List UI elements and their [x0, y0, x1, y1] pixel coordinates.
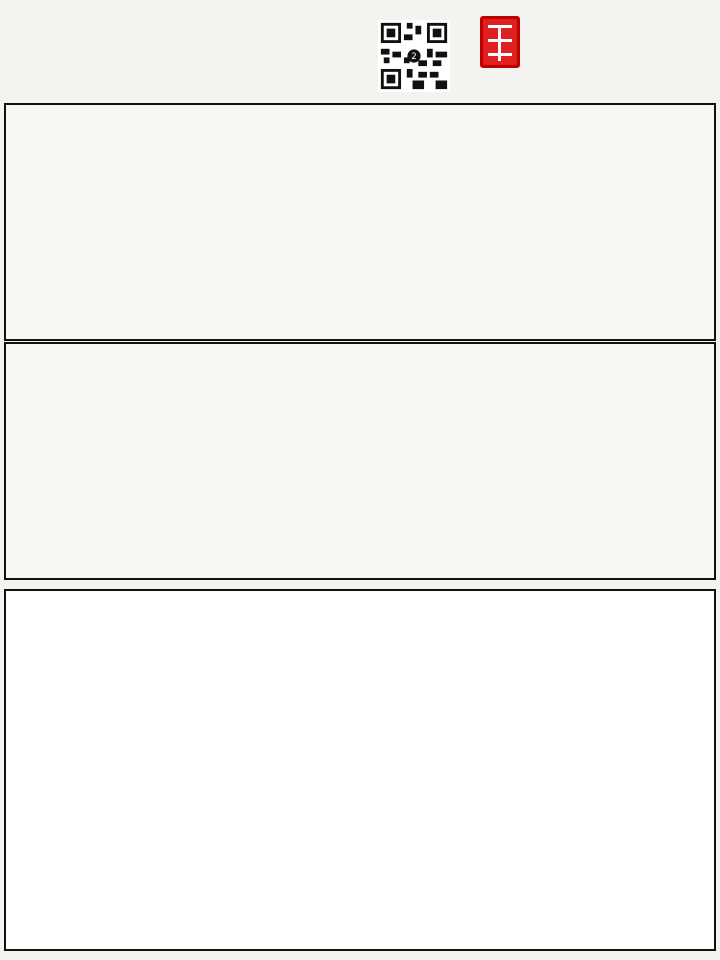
- four-pillars-panel: [4, 103, 716, 341]
- dai-van-panel: [4, 342, 716, 580]
- red-seal-icon: [480, 16, 520, 68]
- qr-code-icon[interactable]: [378, 20, 450, 92]
- annual-luck-grid: [4, 589, 716, 951]
- svg-text:2: 2: [411, 52, 417, 63]
- header: [0, 0, 720, 100]
